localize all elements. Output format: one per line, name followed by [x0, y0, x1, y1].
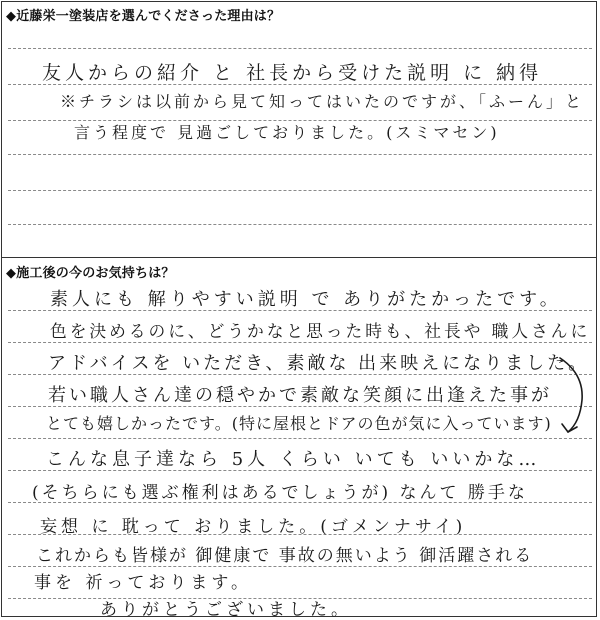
handwritten-answer-line: アドバイスを いただき、素敵な 出来映えになりました。 — [48, 353, 590, 374]
handwritten-answer-line: ※チラシは以前から見て知ってはいたのですが、「ふーん」と — [60, 92, 585, 111]
handwritten-answer-line: (そちらにも選ぶ権利はあるでしょうが) なんて 勝手な — [32, 483, 528, 503]
handwritten-answer-line: 若い職人さん達の穏やかで素敵な笑顔に出逢えた事が — [48, 385, 552, 406]
handwritten-answer-line: 友人からの紹介 と 社長から受けた説明 に 納得 — [42, 62, 543, 84]
question-reason-heading: ◆近藤栄一塗装店を選んでくださった理由は？ — [6, 9, 281, 24]
questionnaire-sheet — [1, 1, 597, 620]
handwritten-answer-line: ありがとうございました。 — [100, 600, 352, 620]
handwritten-answer-line: 言う程度で 見過ごしておりました。(スミマセン) — [74, 123, 500, 142]
handwritten-answer-line: 事を 祈っております。 — [34, 573, 253, 593]
question-feelings-heading: ◆施工後の今のお気持ちは？ — [6, 266, 175, 281]
handwritten-answer-line: これからも皆様が 御健康で 事故の無いよう 御活躍される — [36, 546, 534, 566]
handwritten-answer-line: とても嬉しかったです。(特に屋根とドアの色が気に入っています) — [46, 414, 552, 433]
handwritten-answer-line: こんな息子達なら 5人 くらい いても いいかな… — [46, 449, 541, 470]
handwritten-answer-line: 素人にも 解りやすい説明 で ありがたかったです。 — [50, 289, 562, 310]
handwritten-answer-line: 妄想 に 耽って おりました。(ゴメンナサイ) — [40, 517, 467, 537]
handwritten-insert-arrow — [2, 2, 598, 618]
handwritten-answer-line: 色を決めるのに、どうかなと思った時も、社長や 職人さんに — [50, 322, 591, 342]
